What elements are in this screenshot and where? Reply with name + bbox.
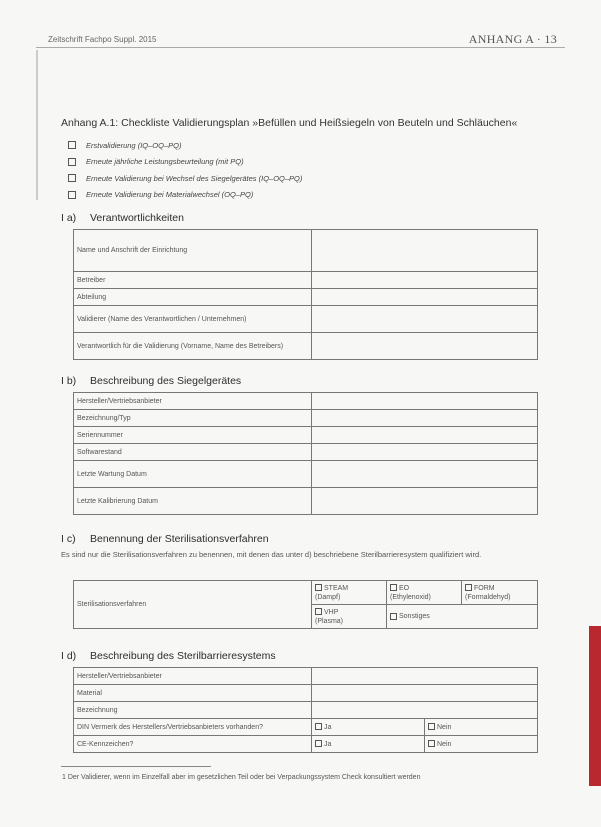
table-row [74, 289, 538, 306]
row-label: Betreiber [74, 272, 312, 289]
table-row [74, 488, 538, 515]
table-row [74, 230, 538, 272]
table-row [74, 410, 538, 427]
row-label: Letzte Kalibrierung Datum [74, 488, 312, 515]
table-row [74, 306, 538, 333]
value-field[interactable] [312, 410, 538, 427]
validation-type-item[interactable]: Erneute Validierung bei Materialwechsel (OQ–PQ) [68, 187, 302, 204]
row-label: Sterilisationsverfahren [74, 581, 312, 629]
row-label: Validierer (Name des Verantwortlichen / Unternehmen) [74, 306, 312, 333]
table-row [74, 427, 538, 444]
value-field[interactable] [312, 306, 538, 333]
barrier-system-table [73, 667, 538, 753]
table-row [74, 581, 538, 605]
sterilization-table [73, 580, 538, 629]
row-label: CE-Kennzeichen? [74, 736, 312, 753]
option-vhp[interactable]: VHP (Plasma) [312, 605, 387, 629]
table-row [74, 736, 538, 753]
section-a-heading: I a) Verantwortlichkeiten [61, 212, 184, 224]
row-label: Abteilung [74, 289, 312, 306]
row-label: Bezeichnung [74, 702, 312, 719]
row-label: Softwarestand [74, 444, 312, 461]
option-yes[interactable]: Ja [312, 719, 425, 736]
table-row [74, 702, 538, 719]
table-row [74, 461, 538, 488]
table-row [74, 333, 538, 360]
checkbox-icon[interactable] [428, 723, 435, 730]
footnote-rule [61, 766, 211, 767]
section-c-note: Es sind nur die Sterilisationsverfahren zu benennen, mit denen das unter d) beschriebene Sterilbarrieresystem qualifiziert wird. [61, 550, 482, 559]
value-field[interactable] [312, 272, 538, 289]
checkbox-icon[interactable] [315, 584, 322, 591]
checkbox-icon[interactable] [68, 174, 76, 182]
checkbox-icon[interactable] [390, 613, 397, 620]
running-head-right: ANHANG A · 13 [468, 32, 557, 46]
section-b-heading: I b) Beschreibung des Siegelgerätes [61, 375, 242, 387]
running-head [36, 32, 565, 46]
section-c-heading: I c) Benennung der Sterilisationsverfahren [61, 533, 269, 545]
option-form[interactable]: FORM (Formaldehyd) [462, 581, 538, 605]
table-row [74, 668, 538, 685]
chapter-tab [589, 626, 601, 786]
option-no[interactable]: Nein [425, 736, 538, 753]
option-other[interactable]: Sonstiges [387, 605, 538, 629]
option-yes[interactable]: Ja [312, 736, 425, 753]
value-field[interactable] [312, 702, 538, 719]
option-steam[interactable]: STEAM (Dampf) [312, 581, 387, 605]
value-field[interactable] [312, 333, 538, 360]
running-head-left: Zeitschrift Fachpo Suppl. 2015 [48, 35, 157, 44]
checkbox-icon[interactable] [68, 191, 76, 199]
value-field[interactable] [312, 230, 538, 272]
validation-type-item[interactable]: Erneute Validierung bei Wechsel des Siegelgerätes (IQ–OQ–PQ) [68, 170, 302, 187]
row-label: Bezeichnung/Typ [74, 410, 312, 427]
table-row [74, 685, 538, 702]
validation-type-item[interactable]: Erneute jährliche Leistungsbeurteilung (mit PQ) [68, 154, 302, 171]
row-label: Seriennummer [74, 427, 312, 444]
validation-type-list [68, 137, 302, 203]
value-field[interactable] [312, 393, 538, 410]
value-field[interactable] [312, 685, 538, 702]
binding-margin [36, 50, 38, 200]
option-no[interactable]: Nein [425, 719, 538, 736]
checkbox-icon[interactable] [428, 740, 435, 747]
value-field[interactable] [312, 444, 538, 461]
table-row [74, 719, 538, 736]
section-d-heading: I d) Beschreibung des Sterilbarrieresystems [61, 650, 276, 662]
checkbox-icon[interactable] [465, 584, 472, 591]
checkbox-icon[interactable] [315, 723, 322, 730]
option-eo[interactable]: EO (Ethylenoxid) [387, 581, 462, 605]
table-row [74, 444, 538, 461]
value-field[interactable] [312, 427, 538, 444]
validation-type-item[interactable]: Erstvalidierung (IQ–OQ–PQ) [68, 137, 302, 154]
value-field[interactable] [312, 461, 538, 488]
checkbox-icon[interactable] [68, 158, 76, 166]
checkbox-icon[interactable] [315, 740, 322, 747]
value-field[interactable] [312, 488, 538, 515]
checkbox-icon[interactable] [68, 141, 76, 149]
page-title: Anhang A.1: Checkliste Validierungsplan »Befüllen und Heißsiegeln von Beuteln und Schläuchen« [61, 117, 518, 129]
row-label: Letzte Wartung Datum [74, 461, 312, 488]
row-label: Verantwortlich für die Validierung (Vorname, Name des Betreibers) [74, 333, 312, 360]
row-label: Hersteller/Vertriebsanbieter [74, 668, 312, 685]
table-row [74, 272, 538, 289]
footnote: 1 Der Validierer, wenn im Einzelfall aber im gesetzlichen Teil oder bei Verpackungssystem Check konsultiert werden [62, 774, 421, 781]
header-rule [36, 47, 565, 48]
value-field[interactable] [312, 668, 538, 685]
sealer-description-table [73, 392, 538, 515]
row-label: DIN Vermerk des Herstellers/Vertriebsanbieters vorhanden? [74, 719, 312, 736]
row-label: Name und Anschrift der Einrichtung [74, 230, 312, 272]
row-label: Hersteller/Vertriebsanbieter [74, 393, 312, 410]
row-label: Material [74, 685, 312, 702]
value-field[interactable] [312, 289, 538, 306]
responsibilities-table [73, 229, 538, 360]
checkbox-icon[interactable] [315, 608, 322, 615]
table-row [74, 393, 538, 410]
checkbox-icon[interactable] [390, 584, 397, 591]
